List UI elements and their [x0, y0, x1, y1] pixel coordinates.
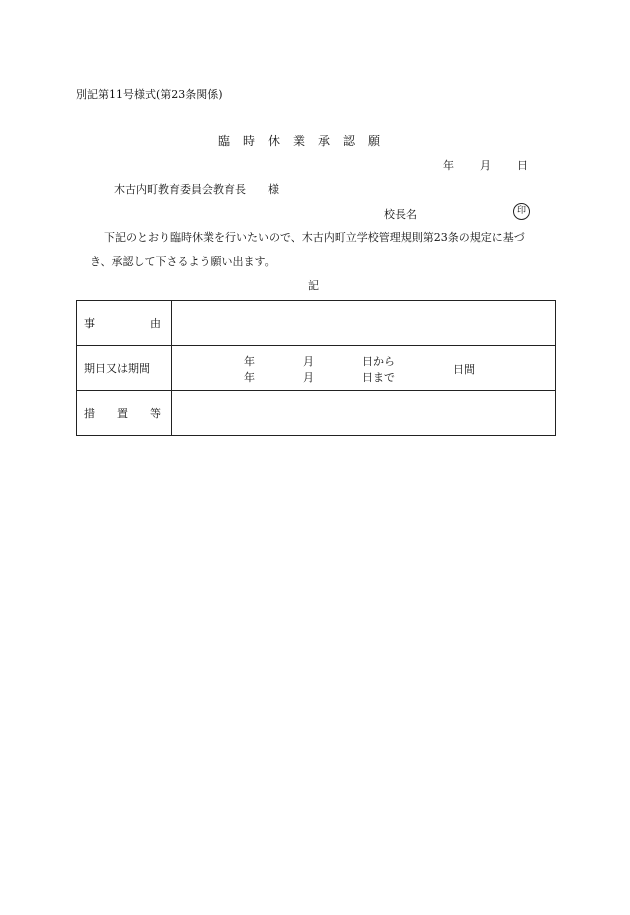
principal-name-label: 校長名 [384, 208, 417, 221]
period-month-2: 月 [303, 371, 314, 384]
body-text-line-1: 下記のとおり臨時休業を行いたいので、木古内町立学校管理規則第23条の規定に基づ [104, 231, 525, 244]
period-days: 日間 [453, 363, 475, 376]
body-text-line-2: き、承認して下さるよう願い出ます。 [90, 255, 276, 268]
addressee-line [114, 181, 279, 197]
measures-field[interactable] [172, 391, 556, 436]
period-month-1: 月 [303, 355, 314, 368]
document-title [218, 132, 393, 149]
table-row [77, 391, 556, 436]
title-char: 休 [268, 134, 281, 148]
form-number: 別記第11号様式(第23条関係) [76, 88, 223, 101]
label-char: 等 [150, 407, 161, 420]
reason-label [77, 301, 172, 346]
detail-table [76, 300, 556, 436]
ki-heading: 記 [308, 279, 319, 292]
reason-field[interactable] [172, 301, 556, 346]
measures-label [77, 391, 172, 436]
label-char: 由 [150, 317, 161, 330]
period-from: 日から [362, 355, 395, 368]
table-row [77, 301, 556, 346]
label-char: 事 [84, 317, 95, 330]
seal-mark: 印 [513, 203, 530, 220]
date-month-label: 月 [480, 159, 491, 172]
title-char: 承 [318, 134, 331, 148]
date-line [443, 157, 554, 173]
period-label: 期日又は期間 [77, 346, 172, 391]
title-char: 臨 [218, 134, 231, 148]
date-day-label: 日 [517, 159, 528, 172]
period-year-2: 年 [244, 371, 255, 384]
period-until: 日まで [362, 371, 395, 384]
title-char: 願 [368, 134, 381, 148]
date-year-label: 年 [443, 159, 454, 172]
label-char: 措 [84, 407, 95, 420]
title-char: 認 [343, 134, 356, 148]
addressee: 木古内町教育委員会教育長 [114, 183, 246, 196]
label-char: 置 [117, 407, 128, 420]
title-char: 業 [293, 134, 306, 148]
period-year-1: 年 [244, 355, 255, 368]
table-row [77, 346, 556, 391]
period-field[interactable] [172, 346, 556, 391]
title-char: 時 [243, 134, 256, 148]
honorific: 様 [268, 183, 279, 196]
